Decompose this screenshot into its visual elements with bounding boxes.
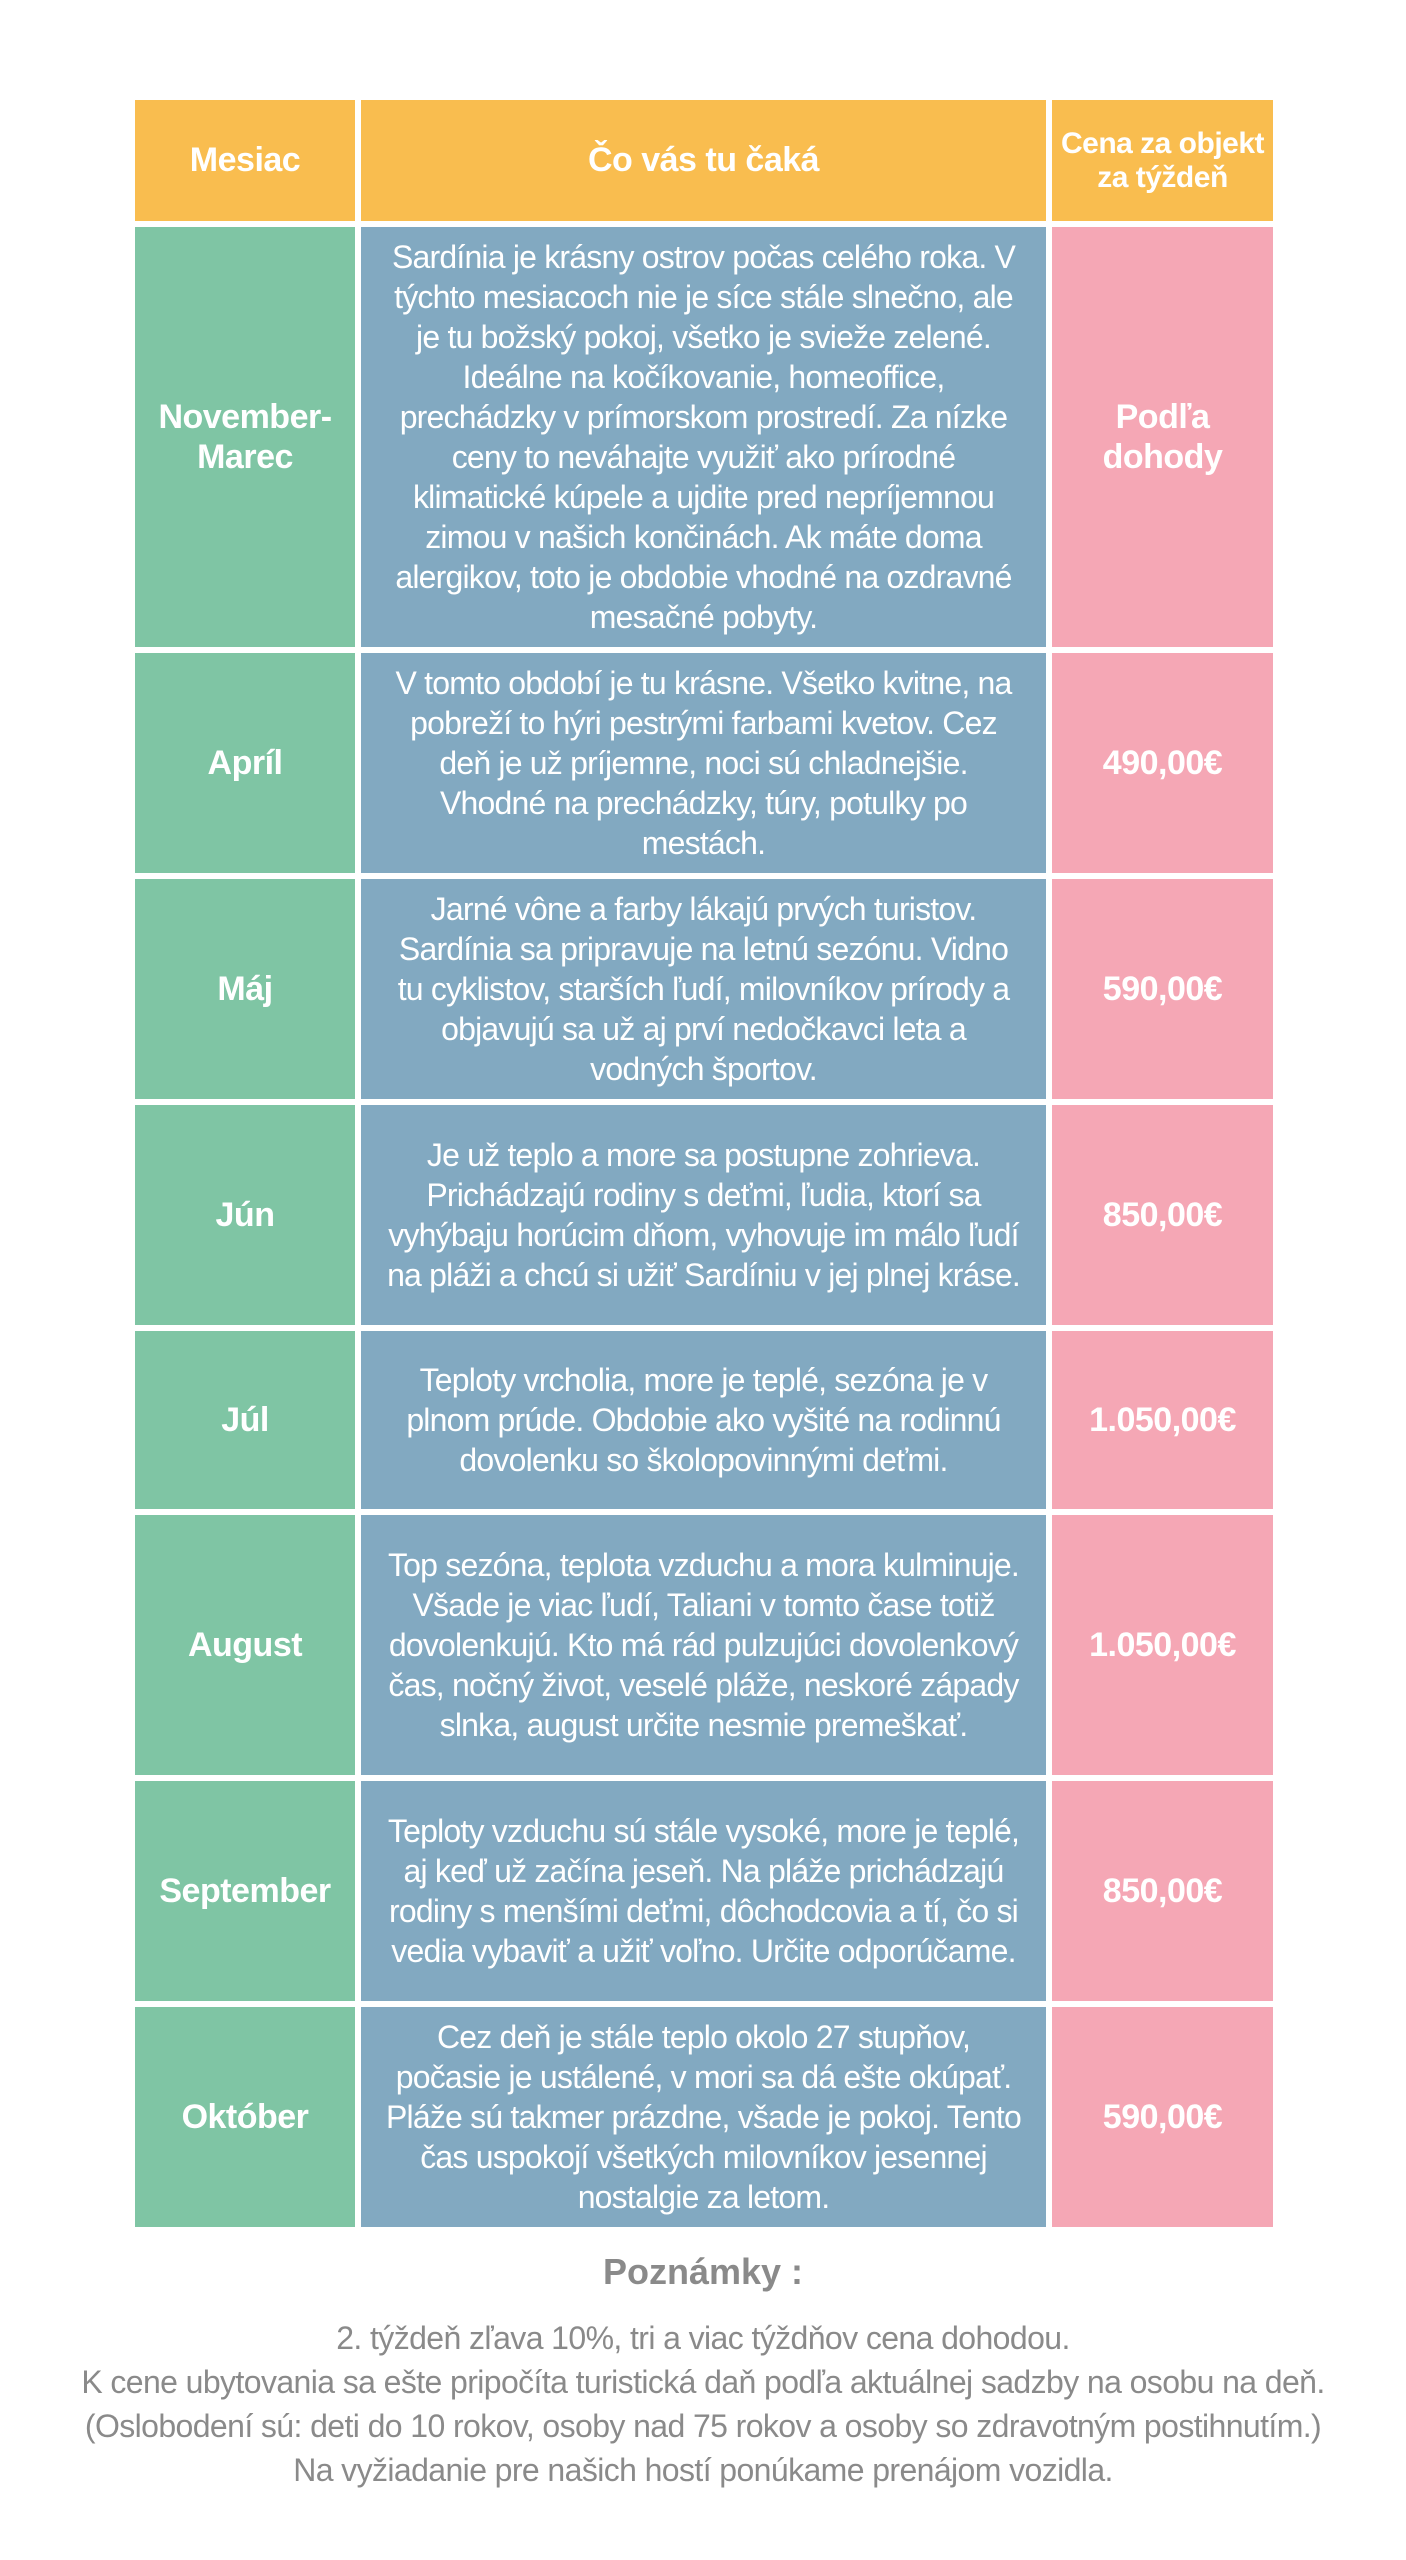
row-price: 850,00€ — [1052, 1105, 1273, 1325]
notes-line: 2. týždeň zľava 10%, tri a viac týždňov cena dohodou. — [336, 2320, 1070, 2356]
row-price: 590,00€ — [1052, 879, 1273, 1099]
row-month: Október — [135, 2007, 355, 2227]
row-description: Je už teplo a more sa postupne zohrieva. Prichádzajú rodiny s deťmi, ľudia, ktorí sa vyhýbaju horúcim dňom, vyhovuje im málo ľudí na pláži a chcú si užiť Sardíniu v jej plnej kráse. — [361, 1105, 1046, 1325]
row-price: 1.050,00€ — [1052, 1331, 1273, 1509]
row-description: Cez deň je stále teplo okolo 27 stupňov, počasie je ustálené, v mori sa dá ešte okúpať. Pláže sú takmer prázdne, všade je pokoj. Tento čas uspokojí všetkých milovníkov jesennej nostalgie za letom. — [361, 2007, 1046, 2227]
header-month: Mesiac — [135, 100, 355, 221]
row-month: Apríl — [135, 653, 355, 873]
notes-section — [0, 2250, 1406, 2492]
row-price: 590,00€ — [1052, 2007, 1273, 2227]
row-price: 490,00€ — [1052, 653, 1273, 873]
header-description: Čo vás tu čaká — [361, 100, 1046, 221]
notes-title: Poznámky : — [602, 2251, 804, 2292]
row-month: August — [135, 1515, 355, 1775]
row-price: Podľa dohody — [1052, 227, 1273, 647]
header-price: Cena za objekt za týždeň — [1052, 100, 1273, 221]
row-month: Jún — [135, 1105, 355, 1325]
notes-line: Na vyžiadanie pre našich hostí ponúkame prenájom vozidla. — [293, 2452, 1113, 2488]
row-month: November-Marec — [135, 227, 355, 647]
row-description: Teploty vzduchu sú stále vysoké, more je teplé, aj keď už začína jeseň. Na pláže prichádzajú rodiny s menšími deťmi, dôchodcovia a tí, čo si vedia vybaviť a užiť voľno. Určite odporúčame. — [361, 1781, 1046, 2001]
price-table — [135, 100, 1273, 2227]
row-description: V tomto období je tu krásne. Všetko kvitne, na pobreží to hýri pestrými farbami kvetov. Cez deň je už príjemne, noci sú chladnejšie. Vhodné na prechádzky, túry, potulky po mestách. — [361, 653, 1046, 873]
row-description: Sardínia je krásny ostrov počas celého roka. V týchto mesiacoch nie je síce stále slnečno, ale je tu božský pokoj, všetko je svieže zelené. Ideálne na kočíkovanie, homeoffice, prechádzky v prímorskom prostredí. Za nízke ceny to neváhajte využiť ako prírodné klimatické kúpele a ujdite pred nepríjemnou zimou v našich končinách. Ak máte doma alergikov, toto je obdobie vhodné na ozdravné mesačné pobyty. — [361, 227, 1046, 647]
notes-line: K cene ubytovania sa ešte pripočíta turistická daň podľa aktuálnej sadzby na osobu na deň. — [81, 2364, 1325, 2400]
row-month: Júl — [135, 1331, 355, 1509]
row-price: 1.050,00€ — [1052, 1515, 1273, 1775]
row-description: Teploty vrcholia, more je teplé, sezóna je v plnom prúde. Obdobie ako vyšité na rodinnú dovolenku so školopovinnými deťmi. — [361, 1331, 1046, 1509]
row-month: Máj — [135, 879, 355, 1099]
row-description: Jarné vône a farby lákajú prvých turistov. Sardínia sa pripravuje na letnú sezónu. Vidno tu cyklistov, starších ľudí, milovníkov prírody a objavujú sa už aj prví nedočkavci leta a vodných športov. — [361, 879, 1046, 1099]
row-month: September — [135, 1781, 355, 2001]
notes-line: (Oslobodení sú: deti do 10 rokov, osoby nad 75 rokov a osoby so zdravotným postihnutím.) — [84, 2408, 1322, 2444]
row-price: 850,00€ — [1052, 1781, 1273, 2001]
row-description: Top sezóna, teplota vzduchu a mora kulminuje. Všade je viac ľudí, Taliani v tomto čase totiž dovolenkujú. Kto má rád pulzujúci dovolenkový čas, nočný život, veselé pláže, neskoré západy slnka, august určite nesmie premeškať. — [361, 1515, 1046, 1775]
